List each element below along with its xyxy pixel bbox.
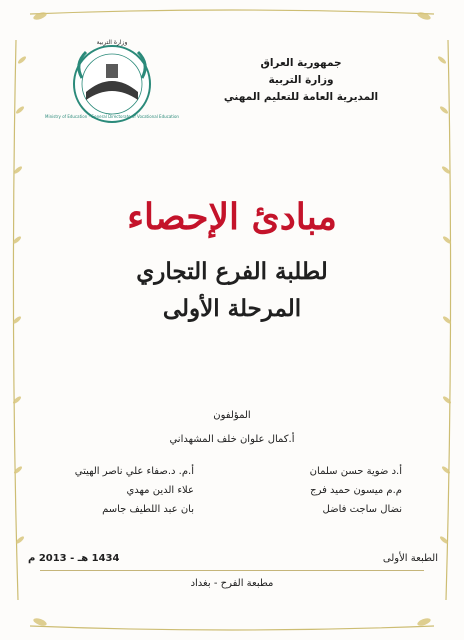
author-name: أ.م. د.صفاء علي ناصر الهيتي — [74, 466, 194, 477]
author-name: نضال ساجت فاضل — [322, 504, 402, 515]
header-directorate: المديرية العامة للتعليم المهني — [223, 91, 379, 103]
author-name: بان عبد اللطيف جاسم — [102, 504, 194, 515]
publication-year: 1434 هـ - 2013 م — [28, 553, 120, 564]
authors-label: المؤلفون — [213, 410, 251, 421]
ministry-logo-icon — [45, 34, 179, 126]
divider-line — [40, 570, 424, 571]
printing-press: مطبعة الفرح - بغداد — [190, 578, 274, 589]
book-title: مبادئ الإحصاء — [127, 196, 337, 238]
header-ministry: وزارة التربية — [268, 74, 334, 86]
logo-ring-text: Ministry of Education · General Directorate of Vocational Education — [45, 114, 179, 119]
authors-left-column — [34, 462, 194, 519]
author-lead: أ.كمال علوان خلف المشهداني — [169, 434, 295, 445]
book-subtitle-stage: المرحلة الأولى — [162, 295, 302, 322]
author-name: أ.د ضوية حسن سلمان — [309, 466, 402, 477]
author-name: م.م ميسون حميد فرج — [310, 485, 402, 496]
book-subtitle-audience: لطلبة الفرع التجاري — [136, 258, 328, 285]
author-name: علاء الدين مهدي — [126, 485, 194, 496]
authors-right-column — [242, 462, 402, 519]
header-country: جمهورية العراق — [260, 57, 342, 69]
logo-top-text: وزارة التربية — [96, 39, 128, 46]
edition-label: الطبعة الأولى — [382, 553, 438, 564]
institution-header — [216, 55, 386, 106]
